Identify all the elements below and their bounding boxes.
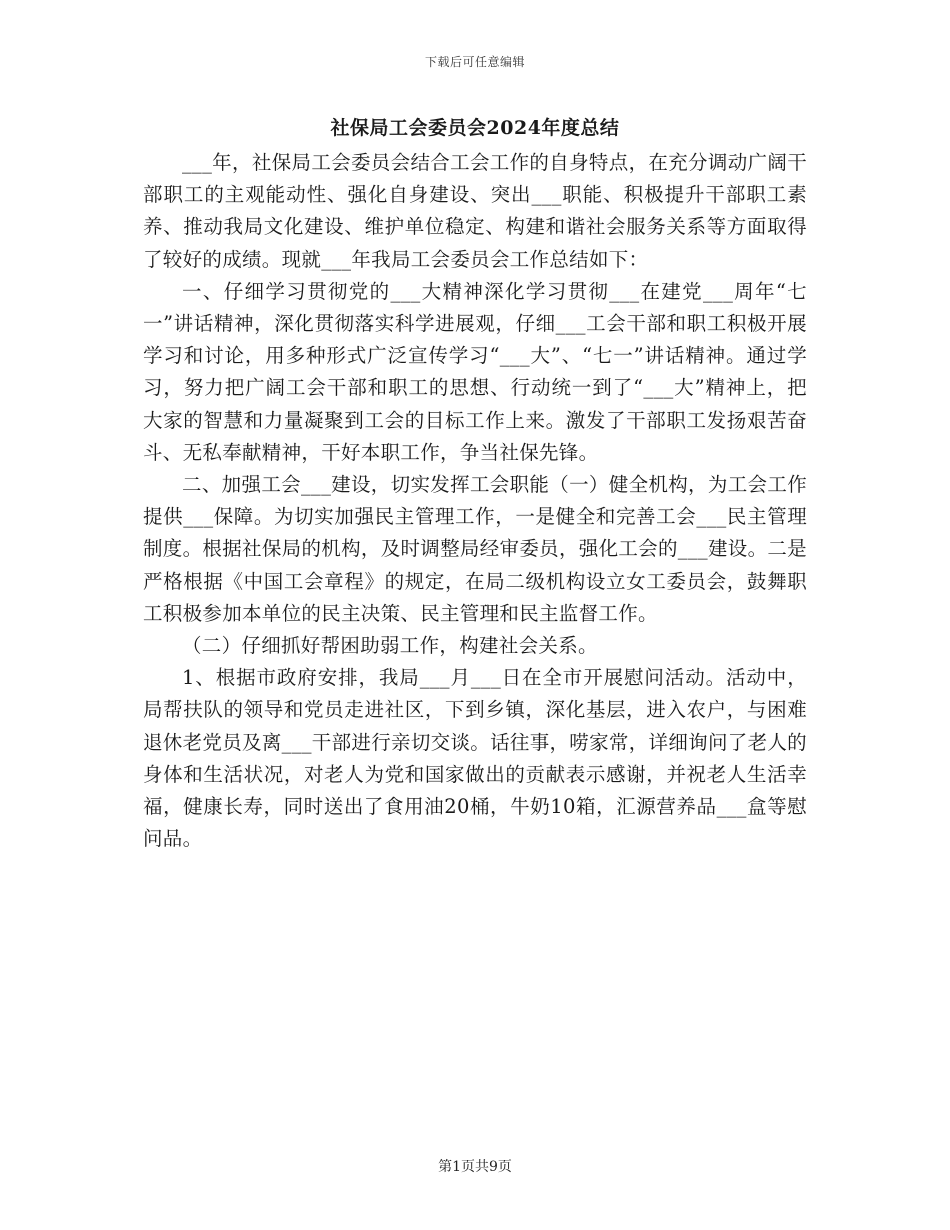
page-number: 第1页共9页 <box>438 1159 512 1175</box>
header-note: 下载后可任意编辑 <box>424 55 525 69</box>
document-body <box>143 147 807 855</box>
document-title: 社保局工会委员会2024年度总结 <box>330 117 620 139</box>
paragraph-intro: ___年，社保局工会委员会结合工会工作的自身特点，在充分调动广阔干部职工的主观能动性、强化自身建设、突出___职能、积极提升干部职工素养、推动我局文化建设、维护单位稳定、构建和谐社会服务关系等方面取得了较好的成绩。现就___年我局工会委员会工作总结如下： <box>143 151 807 271</box>
paragraph-subsection-2: （二）仔细抓好帮困助弱工作，构建社会关系。 <box>182 634 598 658</box>
paragraph-item-1: 1、根据市政府安排，我局___月___日在全市开展慰问活动。活动中，局帮扶队的领导和党员走进社区，下到乡镇，深化基层，进入农户，与困难退休老党员及离___干部进行亲切交谈。话往事，唠家常，详细询问了老人的身体和生活状况，对老人为党和国家做出的贡献表示感谢，并祝老人生活幸福，健康长寿，同时送出了食用油20桶，牛奶10箱，汇源营养品___盒等慰问品。 <box>143 666 807 851</box>
paragraph-section-1: 一、仔细学习贯彻党的___大精神深化学习贯彻___在建党___周年“七一”讲话精神，深化贯彻落实科学进展观，仔细___工会干部和职工积极开展学习和讨论，用多种形式广泛宣传学习“___大”、“七一”讲话精神。通过学习，努力把广阔工会干部和职工的思想、行动统一到了“___大”精神上，把大家的智慧和力量凝聚到工会的目标工作上来。激发了干部职工发扬艰苦奋斗、无私奉献精神，干好本职工作，争当社保先锋。 <box>143 279 807 464</box>
paragraph-section-2: 二、加强工会___建设，切实发挥工会职能（一）健全机构，为工会工作提供___保障。为切实加强民主管理工作，一是健全和完善工会___民主管理制度。根据社保局的机构，及时调整局经审委员，强化工会的___建设。二是严格根据《中国工会章程》的规定，在局二级机构设立女工委员会，鼓舞职工积极参加本单位的民主决策、民主管理和民主监督工作。 <box>143 473 807 625</box>
